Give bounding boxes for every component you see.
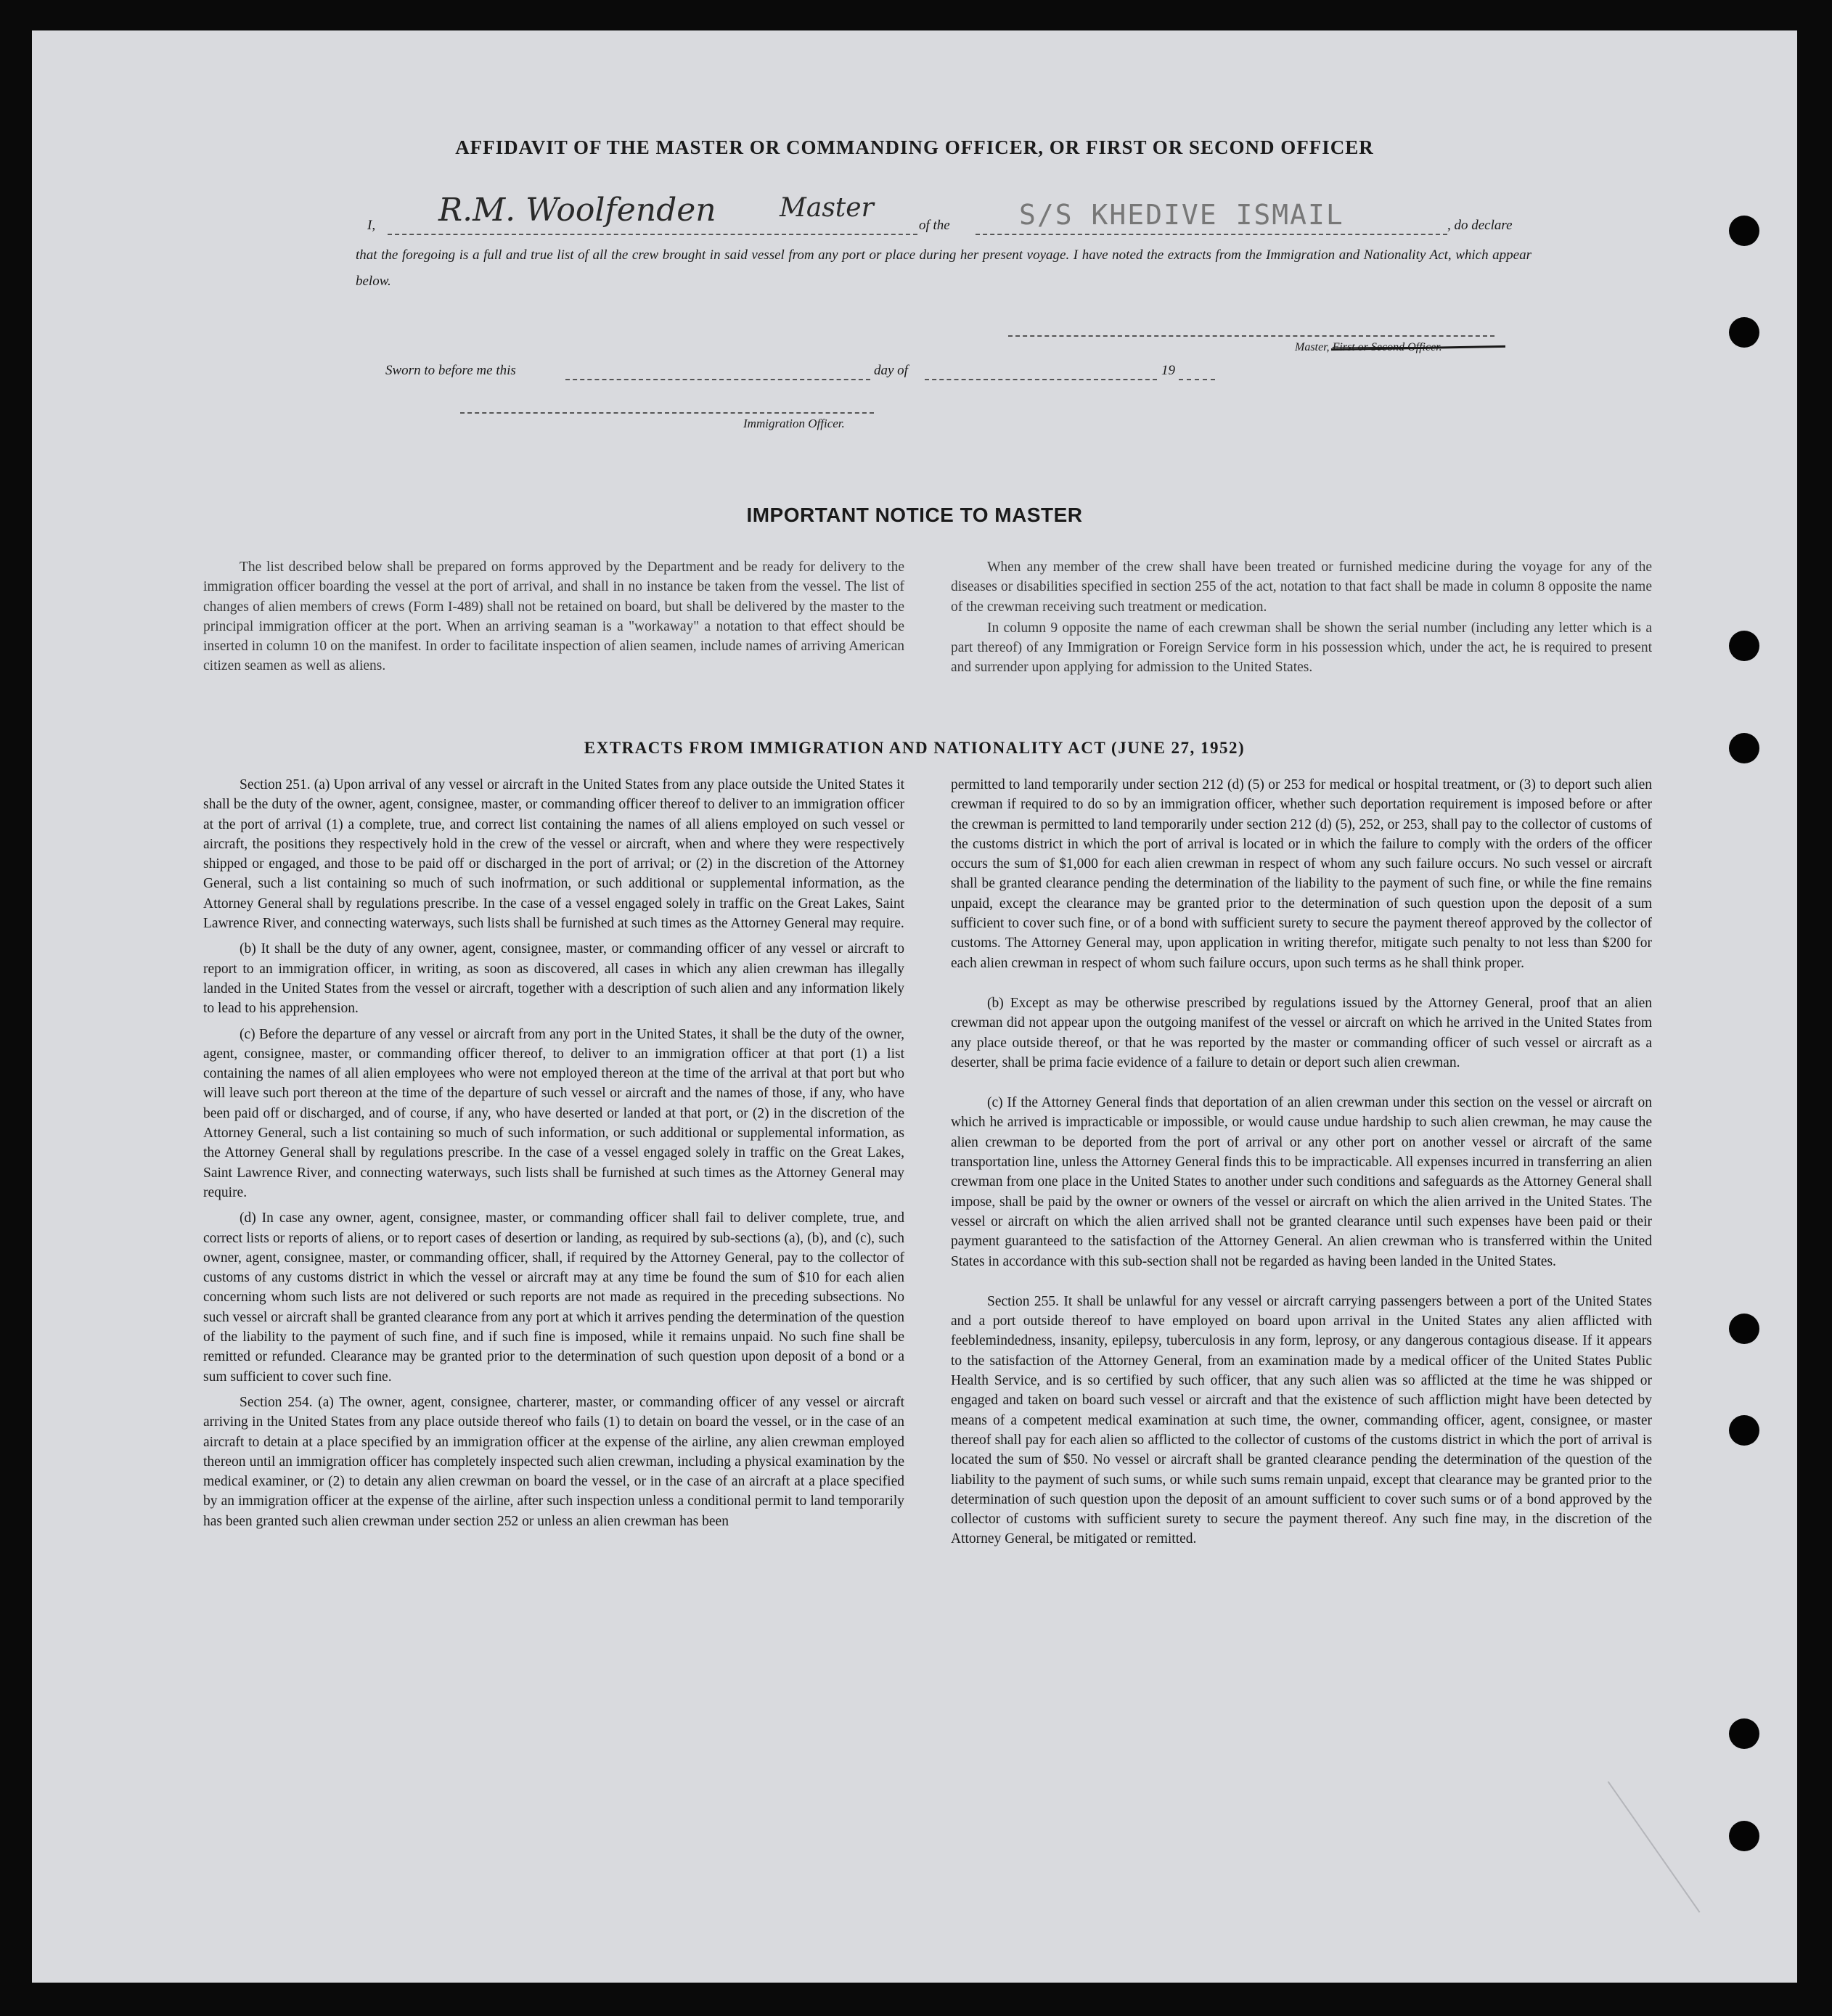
signer-rank-handwritten: Master [780,193,874,223]
binder-hole [1729,216,1759,246]
extract-paragraph: (d) In case any owner, agent, consignee, master, or commanding officer shall fail to deliver complete, true, and correct lists or reports of aliens, or to report cases of desertion or landing, as required by sub-sections (a), (b), and (c), such owner, agent, consignee, master, or commanding officer, shall, if required by the Attorney General, pay to the collector of customs of any customs district in which the vessel or aircraft may at any time be found the sum of $10 for each alien concerning whom such lists are not delivered or such reports are not made as required in the preceding subsections. No such vessel or aircraft shall be granted clearance from any port at which it arrives pending the determination of the question of the liability to the payment of such fine, and if such fine is imposed, while it remains unpaid. No such fine shall be remitted or refunded. Clearance may be granted prior to the determination of such question upon deposit of a bond or a sum sufficient to cover such fine. [203,1210,904,1385]
notice-title: IMPORTANT NOTICE TO MASTER [746,504,1083,526]
extract-paragraph: Section 255. It shall be unlawful for any vessel or aircraft carrying passengers between a port of the United States and a port outside thereof to have employed on board upon arrival in the United States any alien afflicted with feeblemindedness, insanity, epilepsy, tuberculosis in any form, leprosy, or any dangerous contagious disease. If it appears to the satisfaction of the Attorney General, from an examination made by a medical officer of the United States Public Health Service, and is so certified by such officer, that any such alien was so afflicted at the time he was shipped or engaged and taken on board such vessel or aircraft and that the existence of such affliction might have been detected by means of a competent medical examination at such time, the owner, commanding officer, agent, consignee, or master thereof shall pay for each alien so afflicted to the collector of customs of the customs district in which the port of arrival is located the sum of $50. No vessel or aircraft shall be granted clearance pending the determination of the question of the liability to the payment of such sums, or while such sums remain unpaid, except that clearance may be granted prior to the determination of such question upon the deposit of an amount sufficient to cover such sums or of a bond approved by the collector of customs with sufficient surety to secure the payment thereof. Any such fine may, in the discretion of the Attorney General, be mitigated or remitted. [951,1293,1652,1547]
of-the-label: of the [919,218,950,233]
show-through-mark [1608,1718,1790,1912]
master-signature-line [1008,335,1494,337]
binder-hole [1729,1314,1759,1344]
extract-paragraph: (c) If the Attorney General finds that deportation of an alien crewman under this section on the vessel or aircraft on which he arrived is impracticable or impossible, or would cause undue hardship to such alien crewman, he may cause the alien crewman to be deported from the port of arrival or any other port on another vessel or aircraft of the same transportation line, unless the Attorney General finds this to be impracticable. All expenses incurred in transferring an alien crewman from one place in the United States to another under such conditions and safeguards as the Attorney General shall impose, shall be paid by the owner or owners of the vessel or aircraft on which the alien arrived in the United States. The vessel or aircraft on which the alien arrived shall not be granted clearance until such expenses have been paid or their payment guaranteed to the satisfaction of the Attorney General. An alien crewman who is transferred within the United States in accordance with this sub-section shall not be regarded as having been landed in the United States. [951,1095,1652,1269]
binder-hole [1729,1718,1759,1749]
notice-right-paragraph-2: In column 9 opposite the name of each crewman shall be shown the serial number (including any letter which is a part thereof) of any Immigration or Foreign Service form in his possession which, under the act, he is required to present and surrender upon applying for admission to the United States. [951,620,1652,676]
document-page [32,30,1797,1983]
signer-name-handwritten: R.M. Woolfenden [438,192,716,229]
sworn-day-line [565,379,870,380]
notice-right-column [951,557,1652,684]
affidavit-title: AFFIDAVIT OF THE MASTER OR COMMANDING OFFICER, OR FIRST OR SECOND OFFICER [455,136,1374,158]
do-declare-label: , do declare [1447,218,1513,233]
immigration-officer-line [460,412,874,414]
notice-left-column [203,557,904,682]
notice-left-paragraph: The list described below shall be prepared on forms approved by the Department and be ready for delivery to the immigration officer boarding the vessel at the port of arrival, and shall in no instance be taken from the vessel. The list of changes of alien members of crews (Form I-489) shall not be retained on board, but shall be delivered by the master to the principal immigration officer at the port. When an arriving seaman is a "workaway" a notation to that effect should be inserted in column 10 on the manifest. In order to facilitate inspection of alien seamen, include names of arriving American citizen seamen as well as aliens. [203,560,904,674]
extracts-title: EXTRACTS FROM IMMIGRATION AND NATIONALITY ACT (JUNE 27, 1952) [584,739,1246,757]
name-line [388,234,917,235]
binder-hole [1729,1415,1759,1446]
vessel-line [976,234,1447,235]
struck-officer-label: First or Second Officer. [1332,341,1442,353]
immigration-officer-label: Immigration Officer. [743,417,845,430]
year-line [1179,379,1215,380]
extracts-left-column [203,775,904,1537]
affidavit-i-label: I, [367,218,376,233]
sworn-month-line [925,379,1157,380]
extract-paragraph: permitted to land temporarily under section 212 (d) (5) or 253 for medical or hospital treatment, or (3) to deport such alien crewman if required to do so by an immigration officer, whether such deportation requirement is imposed before or after the crewman is permitted to land temporarily under section 212 (d) (5), 252, or 253, shall pay to the collector of customs of the customs district in which the port of arrival is located or in which the failure to comply with the orders of the officer occurs the sum of $1,000 for each alien crewman in respect of whom any such failure occurs. No such vessel or aircraft shall be granted clearance pending the determination of the liability to the payment of such fine, or while the fine remains unpaid, except the clearance may be granted prior to the determination of such question upon the deposit of a sum sufficient to cover such fine, or of a bond with sufficient surety to secure the payment thereof approved by the collector of customs. The Attorney General may, upon application in writing therefor, mitigate such penalty to not less than $200 for each alien crewman in respect of whom such failure occurs, upon such terms as he shall think proper. [951,777,1652,971]
extract-paragraph: (b) It shall be the duty of any owner, agent, consignee, master, or commanding officer of any vessel or aircraft to report to an immigration officer, in writing, as soon as discovered, all cases in which any alien crewman has illegally landed in the United States from the vessel or aircraft, together with a description of such alien and any information likely to lead to his apprehension. [203,941,904,1017]
binder-hole [1729,631,1759,661]
sworn-label: Sworn to before me this [385,363,516,378]
year-label: 19 [1161,363,1175,378]
declaration-text: that the foregoing is a full and true list of all the crew brought in said vessel from any port or place during her present voyage. I have noted the extracts from the Immigration and Nationality Act, which appear below. [356,247,1532,289]
extracts-right-column [951,775,1652,1555]
extract-paragraph: (c) Before the departure of any vessel or aircraft from any port in the United States, it shall be the duty of the owner, agent, consignee, master, or commanding officer thereof, to deliver to an immigration officer at that port (1) a list containing the names of all alien employees who were not employed thereon at the time of the arrival at that port but who will leave such port thereon at the time of the departure of such vessel or aircraft and the names of those, if any, who have been paid off or discharged, and of course, if any, who have deserted or landed at that port, or (2) in the discretion of the Attorney General, such a list containing so much of such information, or such additional or supplemental information, as the Attorney General shall by regulations prescribe. In the case of a vessel engaged solely in traffic on the Great Lakes, Saint Lawrence River, and connecting waterways, such lists shall be furnished at such times as the Attorney General may require. [203,1026,904,1200]
notice-right-paragraph-1: When any member of the crew shall have been treated or furnished medicine during the voyage for any of the diseases or disabilities specified in section 255 of the act, notation to that fact shall be made in column 8 opposite the name of the crewman receiving such treatment or medication. [951,560,1652,615]
master-label-text: Master, [1295,341,1333,353]
extract-paragraph: Section 254. (a) The owner, agent, consignee, charterer, master, or commanding officer of any vessel or aircraft arriving in the United States from any place outside thereof who fails (1) to detain on board the vessel, or in the case of an aircraft to detain at a place specified by an immigration officer at the expense of the airline, any alien crewman employed thereon until an immigration officer has completely inspected such alien crewman, including a physical examination by the medical examiner, or (2) to detain any alien crewman on board the vessel, or in the case of an aircraft at a place specified by an immigration officer at the expense of the airline, after such inspection unless a conditional permit to land temporarily has been granted such alien crewman under section 252 or unless an alien crewman has been [203,1394,904,1529]
extract-paragraph: Section 251. (a) Upon arrival of any vessel or aircraft in the United States from any place outside the United States it shall be the duty of the owner, agent, consignee, master, or commanding officer thereof to deliver to an immigration officer at the port of arrival (1) a complete, true, and correct list containing the names of all aliens employed on such vessel or aircraft, the positions they respectively hold in the crew of the vessel or aircraft, when and where they were respectively shipped or engaged, and those to be paid off or discharged in the port of arrival; or (2) in the discretion of the Attorney General, such a list containing so much of such inofrmation, or such additional or supplemental information, as the Attorney General shall by regulations prescribe. In the case of a vessel engaged solely in traffic on the Great Lakes, Saint Lawrence River, and connecting waterways, such lists shall be furnished at such times as the Attorney General may require. [203,777,904,932]
day-of-label: day of [874,363,908,378]
extract-paragraph: (b) Except as may be otherwise prescribed by regulations issued by the Attorney General, proof that an alien crewman did not appear upon the outgoing manifest of the vessel or aircraft on which he arrived in the United States from any place outside thereof, or that he was reported by the master or commanding officer of such vessel or aircraft as a deserter, shall be prima facie evidence of a failure to detain or deport such alien crewman. [951,995,1652,1070]
binder-hole [1729,317,1759,348]
vessel-name-stamp: S/S KHEDIVE ISMAIL [1019,199,1344,231]
